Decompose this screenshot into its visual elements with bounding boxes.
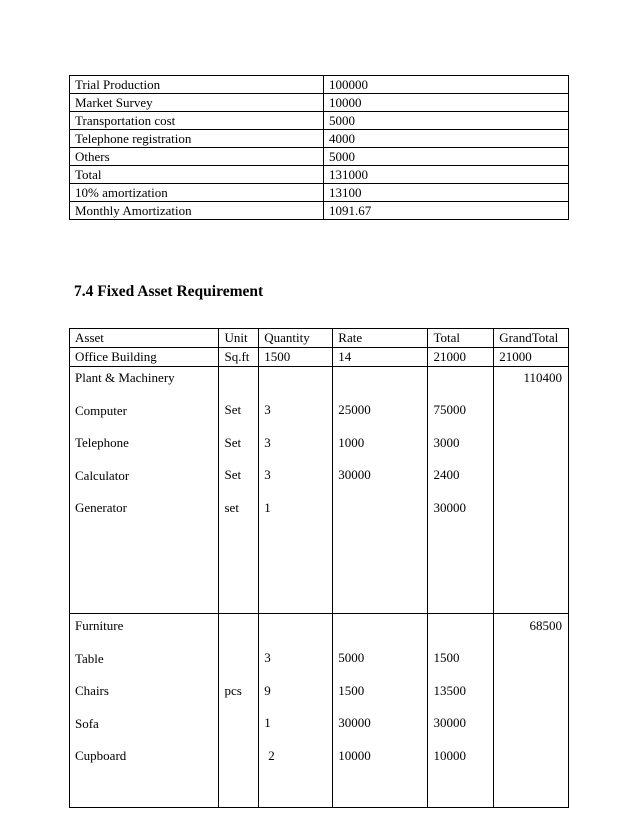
cost-amount: 131000 — [324, 166, 569, 184]
table-row — [70, 112, 569, 130]
asset-total: 75000 — [433, 402, 466, 417]
rate-cell — [333, 614, 428, 808]
asset-total: 2400 — [433, 467, 460, 482]
unit-cell — [219, 614, 259, 808]
asset-total: 1500 — [433, 650, 460, 665]
asset-name: Office Building — [70, 348, 219, 367]
cost-item: Telephone registration — [70, 130, 324, 148]
table-row — [70, 130, 569, 148]
section-heading: 7.4 Fixed Asset Requirement — [74, 283, 264, 300]
cost-item: Others — [70, 148, 324, 166]
asset-quantity: 1 — [264, 715, 271, 730]
asset-quantity: 9 — [264, 682, 271, 698]
asset-unit: Sq.ft — [219, 348, 259, 367]
asset-quantity: 1500 — [259, 348, 333, 367]
asset-total: 30000 — [433, 499, 466, 515]
cost-item: Transportation cost — [70, 112, 324, 130]
cost-amount: 4000 — [324, 130, 569, 148]
asset-total: 13500 — [433, 682, 466, 698]
asset-grand-total: 68500 — [494, 614, 569, 808]
cost-item: Trial Production — [70, 76, 324, 94]
asset-name: Computer — [75, 402, 127, 418]
cost-amount: 1091.67 — [324, 202, 569, 220]
asset-name: Calculator — [75, 467, 130, 483]
asset-name: Table — [75, 650, 104, 666]
asset-group-cell — [70, 367, 219, 614]
table-header-row — [70, 329, 569, 348]
header-grand-total: GrandTotal — [494, 329, 569, 348]
header-rate: Rate — [333, 329, 428, 348]
asset-rate: 25000 — [338, 402, 371, 417]
table-row — [70, 184, 569, 202]
cost-item: Total — [70, 166, 324, 184]
asset-name: Sofa — [75, 715, 99, 731]
unit-cell — [219, 367, 259, 614]
quantity-cell — [259, 367, 333, 614]
asset-quantity: 2 — [268, 747, 275, 763]
total-cell — [428, 614, 494, 808]
table-row — [70, 367, 569, 614]
header-asset: Asset — [70, 329, 219, 348]
cost-item: 10% amortization — [70, 184, 324, 202]
table-row — [70, 202, 569, 220]
asset-grand-total: 21000 — [494, 348, 569, 367]
asset-name: Telephone — [75, 435, 129, 450]
cost-amount: 100000 — [324, 76, 569, 94]
cost-amount: 10000 — [324, 94, 569, 112]
preliminary-cost-table — [69, 75, 569, 220]
asset-name: Chairs — [75, 683, 109, 698]
asset-grand-total: 110400 — [494, 367, 569, 614]
fixed-asset-table — [69, 328, 569, 808]
table-row — [70, 94, 569, 112]
table-row — [70, 348, 569, 367]
asset-group-cell — [70, 614, 219, 808]
cost-item: Market Survey — [70, 94, 324, 112]
header-total: Total — [428, 329, 494, 348]
asset-total: 30000 — [433, 715, 466, 730]
table-row — [70, 614, 569, 808]
asset-total: 10000 — [433, 747, 466, 763]
asset-total: 21000 — [428, 348, 494, 367]
table-row — [70, 148, 569, 166]
header-quantity: Quantity — [259, 329, 333, 348]
table-row — [70, 166, 569, 184]
asset-rate: 5000 — [338, 650, 365, 665]
cost-item: Monthly Amortization — [70, 202, 324, 220]
rate-cell — [333, 367, 428, 614]
asset-rate: 30000 — [338, 467, 371, 482]
total-cell — [428, 367, 494, 614]
asset-unit: set — [224, 499, 239, 515]
asset-rate: 1500 — [338, 682, 365, 698]
asset-group-name: Plant & Machinery — [75, 370, 175, 385]
cost-amount: 13100 — [324, 184, 569, 202]
asset-group-name: Furniture — [75, 618, 124, 633]
table-row — [70, 76, 569, 94]
asset-name: Cupboard — [75, 748, 127, 763]
quantity-cell — [259, 614, 333, 808]
header-unit: Unit — [219, 329, 259, 348]
cost-amount: 5000 — [324, 148, 569, 166]
cost-amount: 5000 — [324, 112, 569, 130]
asset-quantity: 3 — [264, 434, 271, 450]
asset-quantity: 3 — [264, 402, 271, 417]
asset-unit: pcs — [224, 683, 242, 698]
asset-name: Generator — [75, 500, 127, 515]
asset-quantity: 3 — [264, 467, 271, 482]
asset-rate: 10000 — [338, 747, 371, 763]
asset-quantity: 1 — [264, 499, 271, 515]
asset-unit: Set — [224, 434, 242, 450]
asset-rate: 1000 — [338, 434, 365, 450]
asset-quantity: 3 — [264, 650, 271, 665]
asset-unit: Set — [224, 402, 242, 417]
asset-total: 3000 — [433, 434, 460, 450]
asset-rate: 30000 — [338, 715, 371, 730]
asset-rate: 14 — [333, 348, 428, 367]
asset-unit: Set — [224, 467, 242, 482]
